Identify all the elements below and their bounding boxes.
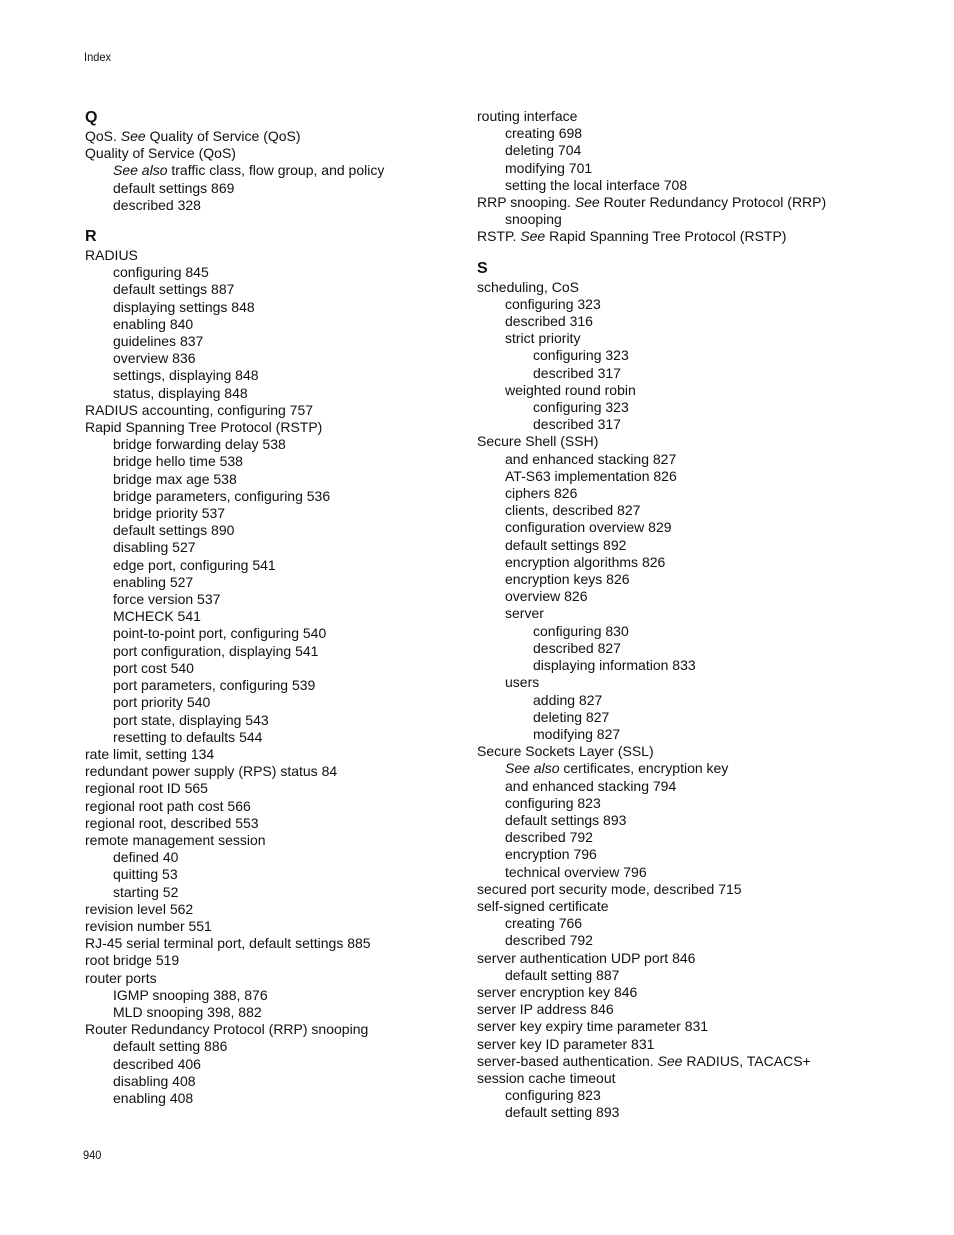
entry-text: server IP address 846 xyxy=(477,1001,614,1018)
entry-text: displaying settings 848 xyxy=(113,298,255,315)
index-subentry xyxy=(85,712,485,729)
entry-text: configuring 323 xyxy=(505,295,601,312)
entry-text: encryption keys 826 xyxy=(505,571,630,588)
entry-text: RADIUS xyxy=(85,247,138,264)
index-subentry xyxy=(85,608,485,625)
entry-text: technical overview 796 xyxy=(505,863,647,880)
index-subentry xyxy=(85,522,485,539)
cross-reference-label: See xyxy=(520,228,546,245)
entry-text: regional root path cost 566 xyxy=(85,797,251,814)
entry-text: Quality of Service (QoS) xyxy=(85,145,236,162)
index-entry xyxy=(477,950,877,967)
index-entry xyxy=(477,433,877,450)
entry-text: port state, displaying 543 xyxy=(113,711,269,728)
entry-text: port parameters, configuring 539 xyxy=(113,677,316,694)
index-subentry xyxy=(477,571,877,588)
entry-text: force version 537 xyxy=(113,591,221,608)
entry-text: server key ID parameter 831 xyxy=(477,1035,655,1052)
entry-text: routing interface xyxy=(477,108,578,124)
index-subentry xyxy=(85,643,485,660)
index-subentry xyxy=(477,726,877,743)
entry-text: configuration overview 829 xyxy=(505,519,672,536)
entry-text: bridge max age 538 xyxy=(113,470,237,487)
index-subentry xyxy=(477,692,877,709)
index-subentry xyxy=(477,142,877,159)
index-subentry xyxy=(85,866,485,883)
entry-text: configuring 823 xyxy=(505,1087,601,1104)
index-subentry xyxy=(477,347,877,364)
index-entry xyxy=(85,780,485,797)
index-subentry xyxy=(85,660,485,677)
entry-text: default setting 893 xyxy=(505,1104,620,1121)
entry-text: disabling 408 xyxy=(113,1072,196,1089)
entry-text: Router Redundancy Protocol (RRP) snooping xyxy=(85,1021,369,1038)
entry-text: modifying 827 xyxy=(533,725,621,742)
entry-text: weighted round robin xyxy=(505,381,636,398)
index-subentry xyxy=(85,1056,485,1073)
index-entry xyxy=(477,898,877,915)
index-entry xyxy=(85,815,485,832)
index-subentry xyxy=(85,1090,485,1107)
index-entry xyxy=(477,1001,877,1018)
index-subentry xyxy=(477,588,877,605)
index-entry xyxy=(477,108,877,125)
index-subentry xyxy=(85,488,485,505)
index-subentry xyxy=(85,197,485,214)
entry-text: remote management session xyxy=(85,831,266,848)
entry-text: default settings 890 xyxy=(113,522,235,539)
index-entry xyxy=(85,918,485,935)
entry-text: deleting 827 xyxy=(533,708,610,725)
entry-text: Router Redundancy Protocol (RRP) xyxy=(599,194,827,211)
entry-text: default settings 892 xyxy=(505,536,627,553)
index-subentry xyxy=(85,1073,485,1090)
entry-text: described 406 xyxy=(113,1055,201,1072)
entry-text: guidelines 837 xyxy=(113,333,204,350)
entry-text: redundant power supply (RPS) status 84 xyxy=(85,763,338,780)
index-subentry xyxy=(477,967,877,984)
index-entry xyxy=(477,228,877,245)
entry-text: configuring 323 xyxy=(533,399,629,416)
entry-text: MCHECK 541 xyxy=(113,608,201,625)
index-entry xyxy=(85,746,485,763)
index-entry xyxy=(85,901,485,918)
entry-text: secured port security mode, described 715 xyxy=(477,880,742,897)
entry-text: quitting 53 xyxy=(113,866,178,883)
index-subentry xyxy=(85,591,485,608)
entry-text: AT-S63 implementation 826 xyxy=(505,467,677,484)
entry-text: configuring 830 xyxy=(533,622,629,639)
index-subentry xyxy=(477,605,877,622)
index-entry xyxy=(477,279,877,296)
entry-text: QoS. xyxy=(85,128,121,144)
index-subentry xyxy=(477,657,877,674)
entry-text: root bridge 519 xyxy=(85,952,180,969)
index-subentry xyxy=(477,451,877,468)
index-subentry xyxy=(477,709,877,726)
index-subentry xyxy=(85,162,485,179)
entry-text: overview 836 xyxy=(113,350,196,367)
index-subentry xyxy=(477,537,877,554)
index-subentry xyxy=(477,485,877,502)
entry-text: described 827 xyxy=(533,639,621,656)
index-subentry xyxy=(85,316,485,333)
entry-text: deleting 704 xyxy=(505,142,582,159)
index-subentry xyxy=(85,333,485,350)
entry-text: disabling 527 xyxy=(113,539,196,556)
entry-text: modifying 701 xyxy=(505,159,593,176)
index-column-left xyxy=(85,108,485,1107)
index-subentry xyxy=(85,574,485,591)
index-subentry xyxy=(477,795,877,812)
entry-text: IGMP snooping 388, 876 xyxy=(113,986,268,1003)
index-subentry xyxy=(477,915,877,932)
index-subentry xyxy=(85,694,485,711)
index-entry xyxy=(85,763,485,780)
index-subentry xyxy=(477,846,877,863)
entry-text: default settings 893 xyxy=(505,811,627,828)
page-number: 940 xyxy=(83,1148,102,1162)
entry-text: ciphers 826 xyxy=(505,485,578,502)
entry-text: snooping xyxy=(505,211,562,228)
entry-text: users xyxy=(505,674,540,691)
cross-reference-label: See xyxy=(657,1052,683,1069)
cross-reference-label: See also xyxy=(505,760,560,777)
entry-text: RRP snooping. xyxy=(477,194,575,211)
index-subentry xyxy=(477,1087,877,1104)
index-subentry xyxy=(85,1004,485,1021)
section-letter: Q xyxy=(85,109,98,126)
entry-text: configuring 845 xyxy=(113,264,209,281)
index-subentry xyxy=(477,760,877,777)
index-subentry xyxy=(477,778,877,795)
index-entry xyxy=(85,952,485,969)
entry-text: self-signed certificate xyxy=(477,897,609,914)
index-subentry xyxy=(85,299,485,316)
entry-text: revision number 551 xyxy=(85,917,212,934)
section-letter: S xyxy=(477,259,488,277)
entry-text: router ports xyxy=(85,969,157,986)
entry-text: status, displaying 848 xyxy=(113,384,248,401)
index-subentry xyxy=(477,554,877,571)
entry-text: creating 766 xyxy=(505,915,583,932)
entry-text: starting 52 xyxy=(113,883,179,900)
index-subentry xyxy=(477,932,877,949)
index-subentry xyxy=(477,399,877,416)
entry-text: enabling 840 xyxy=(113,315,194,332)
entry-text: described 316 xyxy=(505,313,593,330)
index-entry xyxy=(85,145,485,162)
entry-text: server key expiry time parameter 831 xyxy=(477,1018,709,1035)
index-entry xyxy=(477,881,877,898)
entry-text: default settings 887 xyxy=(113,281,235,298)
index-subentry xyxy=(85,436,485,453)
index-subentry xyxy=(477,1104,877,1121)
entry-text: described 792 xyxy=(505,829,593,846)
entry-text: server authentication UDP port 846 xyxy=(477,949,696,966)
index-entry xyxy=(85,247,485,264)
entry-text: described 317 xyxy=(533,416,621,433)
entry-text: Rapid Spanning Tree Protocol (RSTP) xyxy=(85,419,323,436)
index-subentry xyxy=(477,313,877,330)
entry-text: default setting 886 xyxy=(113,1038,228,1055)
entry-text: RSTP. xyxy=(477,228,521,245)
entry-text: MLD snooping 398, 882 xyxy=(113,1003,262,1020)
index-subentry xyxy=(477,640,877,657)
entry-text: strict priority xyxy=(505,330,581,347)
index-entry xyxy=(85,419,485,436)
entry-text: server xyxy=(505,605,544,622)
entry-text: defined 40 xyxy=(113,849,179,866)
entry-text: Secure Sockets Layer (SSL) xyxy=(477,743,654,760)
index-subentry xyxy=(85,367,485,384)
index-subentry xyxy=(477,160,877,177)
entry-text: described 792 xyxy=(505,932,593,949)
entry-text: RJ-45 serial terminal port, default settings 885 xyxy=(85,935,371,952)
index-entry xyxy=(85,1021,485,1038)
index-entry xyxy=(85,402,485,419)
index-subentry xyxy=(477,674,877,691)
entry-text: port priority 540 xyxy=(113,694,211,711)
entry-text: scheduling, CoS xyxy=(477,278,579,295)
index-subentry xyxy=(477,623,877,640)
entry-text: edge port, configuring 541 xyxy=(113,556,276,573)
entry-text: and enhanced stacking 794 xyxy=(505,777,677,794)
entry-text: regional root ID 565 xyxy=(85,780,208,797)
index-subentry xyxy=(477,502,877,519)
entry-text: Rapid Spanning Tree Protocol (RSTP) xyxy=(545,228,787,245)
index-subentry xyxy=(85,471,485,488)
entry-text: port configuration, displaying 541 xyxy=(113,642,319,659)
entry-text: and enhanced stacking 827 xyxy=(505,450,677,467)
entry-text: displaying information 833 xyxy=(533,657,696,674)
index-entry xyxy=(85,935,485,952)
index-subentry xyxy=(85,385,485,402)
index-subentry xyxy=(85,884,485,901)
entry-text: encryption 796 xyxy=(505,846,597,863)
entry-text: server encryption key 846 xyxy=(477,983,638,1000)
entry-text: setting the local interface 708 xyxy=(505,176,688,193)
cross-reference-label: See xyxy=(120,128,146,144)
index-subentry xyxy=(477,330,877,347)
index-subentry xyxy=(85,180,485,197)
index-entry xyxy=(477,194,877,211)
index-subentry xyxy=(85,677,485,694)
entry-text: settings, displaying 848 xyxy=(113,367,259,384)
index-subentry xyxy=(85,281,485,298)
index-entry xyxy=(477,1070,877,1087)
index-subentry xyxy=(85,264,485,281)
index-entry xyxy=(477,1036,877,1053)
index-subentry xyxy=(477,519,877,536)
index-subentry xyxy=(477,365,877,382)
index-subentry xyxy=(85,453,485,470)
entry-text: bridge forwarding delay 538 xyxy=(113,436,286,453)
index-entry xyxy=(477,1018,877,1035)
running-header: Index xyxy=(84,50,112,64)
entry-text: configuring 823 xyxy=(505,794,601,811)
index-entry xyxy=(85,970,485,987)
entry-text: regional root, described 553 xyxy=(85,814,259,831)
index-subentry xyxy=(477,211,877,228)
index-subentry xyxy=(477,468,877,485)
index-entry xyxy=(477,743,877,760)
entry-text: bridge parameters, configuring 536 xyxy=(113,487,331,504)
index-entry xyxy=(477,984,877,1001)
entry-text: certificates, encryption key xyxy=(559,760,729,777)
entry-text: overview 826 xyxy=(505,588,588,605)
index-subentry xyxy=(477,864,877,881)
entry-text: enabling 408 xyxy=(113,1089,194,1106)
entry-text: enabling 527 xyxy=(113,573,194,590)
cross-reference-label: See also xyxy=(113,162,168,179)
index-subentry xyxy=(85,539,485,556)
entry-text: adding 827 xyxy=(533,691,603,708)
index-subentry xyxy=(477,382,877,399)
entry-text: traffic class, flow group, and policy xyxy=(167,162,385,179)
index-subentry xyxy=(85,1038,485,1055)
index-subentry xyxy=(85,849,485,866)
entry-text: default setting 887 xyxy=(505,966,620,983)
index-subentry xyxy=(477,416,877,433)
index-subentry xyxy=(85,350,485,367)
index-subentry xyxy=(477,125,877,142)
entry-text: described 317 xyxy=(533,364,621,381)
index-subentry xyxy=(85,557,485,574)
cross-reference-label: See xyxy=(574,194,600,211)
index-subentry xyxy=(477,177,877,194)
entry-text: rate limit, setting 134 xyxy=(85,745,215,762)
index-subentry xyxy=(85,987,485,1004)
index-entry xyxy=(477,1053,877,1070)
entry-text: server-based authentication. xyxy=(477,1052,658,1069)
index-subentry xyxy=(85,625,485,642)
index-subentry xyxy=(477,296,877,313)
entry-text: clients, described 827 xyxy=(505,502,641,519)
index-subentry xyxy=(85,729,485,746)
entry-text: bridge priority 537 xyxy=(113,505,226,522)
index-column-right xyxy=(477,108,877,1122)
entry-text: described 328 xyxy=(113,196,201,213)
entry-text: configuring 323 xyxy=(533,347,629,364)
index-subentry xyxy=(477,812,877,829)
entry-text: creating 698 xyxy=(505,125,583,142)
index-subentry xyxy=(85,505,485,522)
entry-text: encryption algorithms 826 xyxy=(505,553,666,570)
index-entry xyxy=(85,798,485,815)
entry-text: RADIUS accounting, configuring 757 xyxy=(85,401,314,418)
entry-text: RADIUS, TACACS+ xyxy=(682,1052,811,1069)
section-letter: R xyxy=(85,228,97,246)
entry-text: Secure Shell (SSH) xyxy=(477,433,599,450)
entry-text: bridge hello time 538 xyxy=(113,453,243,470)
index-subentry xyxy=(477,829,877,846)
entry-text: port cost 540 xyxy=(113,659,194,676)
entry-text: resetting to defaults 544 xyxy=(113,728,263,745)
index-entry xyxy=(85,128,485,145)
entry-text: Quality of Service (QoS) xyxy=(145,128,301,144)
entry-text: point-to-point port, configuring 540 xyxy=(113,625,327,642)
entry-text: session cache timeout xyxy=(477,1069,616,1086)
entry-text: default settings 869 xyxy=(113,179,235,196)
entry-text: revision level 562 xyxy=(85,900,194,917)
index-entry xyxy=(85,832,485,849)
